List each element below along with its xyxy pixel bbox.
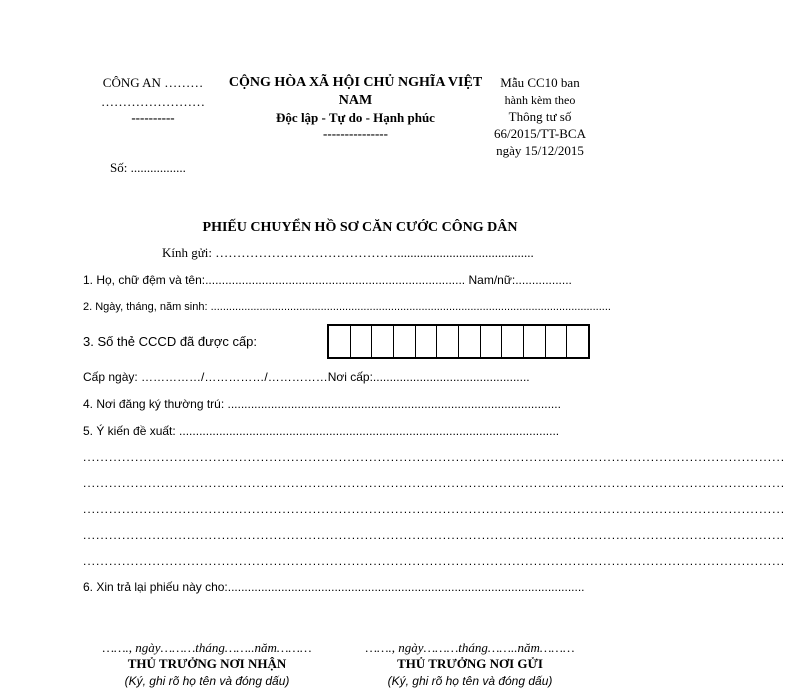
form-title: PHIẾU CHUYỂN HỒ SƠ CĂN CƯỚC CÔNG DÂN: [202, 220, 518, 235]
id-digit-box[interactable]: [329, 326, 351, 357]
field-issue-date-place[interactable]: Cấp ngày: ……………/……………/……………Nơi cấp:...............................................: [83, 370, 530, 384]
sender-date-line: ……., ngày………tháng……..năm………: [365, 640, 575, 655]
proposal-blank-line[interactable]: ..................................................................................................................................................................: [83, 554, 785, 568]
sender-signature-note: (Ký, ghi rõ họ tên và đóng dấu): [387, 674, 553, 688]
id-number-boxes[interactable]: [327, 324, 590, 359]
field-proposal[interactable]: 5. Ý kiến đề xuất: ..................................................................................................................: [83, 424, 560, 438]
form-circular-number: 66/2015/TT-BCA: [494, 126, 586, 141]
id-digit-box[interactable]: [394, 326, 416, 357]
agency-name-continued: ……………………: [101, 94, 205, 109]
form-issued: hành kèm theo: [504, 93, 576, 107]
id-digit-box[interactable]: [416, 326, 438, 357]
id-digit-box[interactable]: [372, 326, 394, 357]
receiver-signature-note: (Ký, ghi rõ họ tên và đóng dấu): [124, 674, 290, 688]
id-digit-box[interactable]: [481, 326, 503, 357]
id-digit-box[interactable]: [546, 326, 568, 357]
nation-name-continued: NAM: [338, 93, 373, 108]
id-digit-box[interactable]: [459, 326, 481, 357]
id-digit-box[interactable]: [437, 326, 459, 357]
proposal-blank-line[interactable]: ..................................................................................................................................................................: [83, 502, 785, 516]
agency-rule: ----------: [131, 110, 175, 125]
field-permanent-residence[interactable]: 4. Nơi đăng ký thường trú: ....................................................................................................: [83, 397, 561, 411]
proposal-blank-line[interactable]: ..................................................................................................................................................................: [83, 450, 785, 464]
id-digit-box[interactable]: [524, 326, 546, 357]
nation-name: CỘNG HÒA XÃ HỘI CHỦ NGHĨA VIỆT: [228, 75, 483, 90]
recipient-line: Kính gửi: ……………………………………..........................................: [162, 245, 534, 260]
receiver-signatory-title: THỦ TRƯỞNG NƠI NHẬN: [127, 656, 287, 671]
sender-signatory-title: THỦ TRƯỞNG NƠI GỬI: [397, 656, 543, 671]
motto-rule: ---------------: [323, 126, 388, 141]
id-digit-box[interactable]: [351, 326, 373, 357]
document-number: Số: .................: [110, 160, 186, 175]
id-digit-box[interactable]: [567, 326, 588, 357]
field-date-of-birth[interactable]: 2. Ngày, tháng, năm sinh: ...................................................................................................................................: [83, 301, 611, 313]
field-full-name[interactable]: 1. Họ, chữ đệm và tên:.............................................................................. Nam/nữ:.................: [83, 273, 572, 287]
national-motto: Độc lập - Tự do - Hạnh phúc: [276, 110, 435, 125]
form-code: Mẫu CC10 ban: [500, 75, 580, 90]
form-circular: Thông tư số: [508, 109, 572, 124]
receiver-date-line: ……., ngày………tháng……..năm………: [102, 640, 312, 655]
proposal-blank-line[interactable]: ..................................................................................................................................................................: [83, 528, 785, 542]
field-return-to[interactable]: 6. Xin trả lại phiếu này cho:...........................................................................................................: [83, 580, 585, 594]
id-digit-box[interactable]: [502, 326, 524, 357]
proposal-blank-line[interactable]: ..................................................................................................................................................................: [83, 476, 785, 490]
agency-name: CÔNG AN ………: [102, 75, 204, 90]
form-date: ngày 15/12/2015: [496, 143, 584, 158]
field-id-label: 3. Số thẻ CCCD đã được cấp:: [83, 334, 258, 349]
